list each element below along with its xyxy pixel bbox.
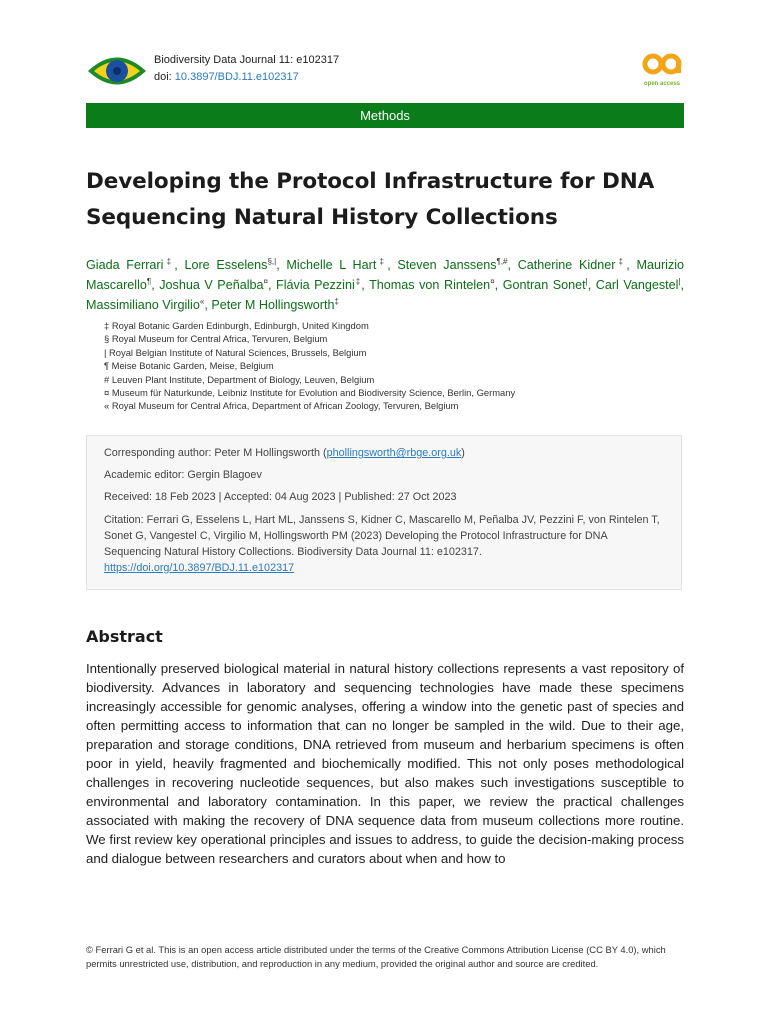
author-name[interactable]: Michelle L Hart bbox=[286, 258, 377, 272]
author-affiliation-marker: ‡ bbox=[354, 276, 362, 286]
journal-citation-line: Biodiversity Data Journal 11: e102317 bbox=[154, 54, 340, 66]
author-affiliation-marker: §,| bbox=[267, 256, 277, 266]
corresponding-email-link[interactable]: phollingsworth@rbge.org.uk bbox=[326, 447, 462, 459]
author-name[interactable]: Flávia Pezzini bbox=[276, 278, 355, 292]
open-access-badge bbox=[640, 50, 684, 88]
author-affiliation-marker: ¶,# bbox=[496, 256, 508, 266]
author-name[interactable]: Lore Esselens bbox=[184, 258, 268, 272]
author-name[interactable]: Maurizio Mascarello bbox=[86, 258, 685, 292]
author-name[interactable]: Steven Janssens bbox=[397, 258, 497, 272]
author-affiliation-marker: ‡ bbox=[615, 256, 627, 266]
journal-info bbox=[154, 52, 339, 86]
academic-editor: Academic editor: Gergin Blagoev bbox=[104, 469, 262, 481]
affiliation-item: | Royal Belgian Institute of Natural Sciences, Brussels, Belgium bbox=[104, 346, 367, 358]
corresponding-author-label: Corresponding author: Peter M Hollingsworth ( bbox=[104, 447, 327, 459]
doi-label: doi: bbox=[154, 71, 175, 83]
author-affiliation-marker: ¶ bbox=[146, 276, 152, 286]
corresponding-author-close: ) bbox=[461, 447, 465, 459]
author-affiliation-marker: | bbox=[678, 276, 681, 286]
author-name[interactable]: Peter M Hollingsworth bbox=[211, 298, 335, 312]
author-affiliation-marker: « bbox=[199, 296, 205, 306]
open-access-icon bbox=[642, 50, 682, 78]
author-name[interactable]: Carl Vangestel bbox=[595, 278, 679, 292]
article-title: Developing the Protocol Infrastructure for DNA Sequencing Natural History Collections bbox=[86, 169, 655, 230]
citation bbox=[104, 512, 665, 576]
author-affiliation-marker: ¤ bbox=[263, 276, 268, 286]
author-name[interactable]: Thomas von Rintelen bbox=[369, 278, 491, 292]
author-list: Giada Ferrari‡, Lore Esselens§,|, Michelle L Hart‡, Steven Janssens¶,#, Catherine Kidner‡, Maurizio Mascarello¶, Joshua V Peñalba¤, Flávia Pezzini‡, Thomas von Rintelen¤, Gontran Sonet|, Carl Vangestel|, Massimiliano Virgilio«, Peter M Hollingsworth‡ bbox=[86, 256, 685, 312]
author-affiliation-marker: ‡ bbox=[376, 256, 388, 266]
author-name[interactable]: Massimiliano Virgilio bbox=[86, 298, 200, 312]
citation-text: Citation: Ferrari G, Esselens L, Hart ML, Janssens S, Kidner C, Mascarello M, Peñalba JV, Pezzini F, von Rintelen T, Sonet G, Vangestel C, Virgilio M, Hollingsworth PM (2023) Developing the Protocol Infrastructure for DNA Sequencing Natural History Collections. Biodiversity Data Journal 11: e102317. bbox=[104, 514, 660, 558]
corresponding-author bbox=[104, 446, 665, 461]
affiliation-list bbox=[104, 319, 515, 413]
author-affiliation-marker: ‡ bbox=[163, 256, 175, 266]
affiliation-item: ¤ Museum für Naturkunde, Leibniz Institute for Evolution and Biodiversity Science, Berlin, Germany bbox=[104, 387, 516, 399]
doi-link[interactable]: 10.3897/BDJ.11.e102317 bbox=[174, 71, 299, 83]
citation-doi-link[interactable]: https://doi.org/10.3897/BDJ.11.e102317 bbox=[104, 562, 295, 574]
open-access-label: open access bbox=[643, 81, 681, 87]
author-name[interactable]: Joshua V Peñalba bbox=[159, 278, 264, 292]
bdj-eye-logo-icon bbox=[86, 50, 148, 92]
doi-line bbox=[154, 69, 339, 86]
author-affiliation-marker: ‡ bbox=[334, 296, 339, 306]
abstract-text: Intentionally preserved biological material in natural history collections represents a vast repository of biodiversity. Advances in laboratory and sequencing technologies have made these specimens increasingly accessible for genomic analyses, offering a window into the genetic past of species and often permitting access to information that can no longer be sampled in the wild. Due to their age, preparation and storage conditions, DNA retrieved from museum and herbarium specimens is often poor in yield, heavily fragmented and biochemically modified. This not only poses methodological challenges in recovering nucleotide sequences, but also makes such investigations susceptible to environmental and laboratory contamination. In this paper, we review the practical challenges associated with making the recovery of DNA sequence data from museum collections more routine. We first review key operational principles and issues to address, to guide the decision-making process and dialogue between researchers and curators about when and how to bbox=[86, 661, 684, 866]
author-affiliation-marker: | bbox=[585, 276, 588, 286]
author-name[interactable]: Catherine Kidner bbox=[517, 258, 616, 272]
author-name[interactable]: Gontran Sonet bbox=[502, 278, 586, 292]
affiliation-item: ‡ Royal Botanic Garden Edinburgh, Edinburgh, United Kingdom bbox=[104, 320, 369, 331]
affiliation-item: « Royal Museum for Central Africa, Department of African Zoology, Tervuren, Belgium bbox=[104, 400, 459, 412]
affiliation-item: # Leuven Plant Institute, Department of Biology, Leuven, Belgium bbox=[104, 373, 375, 385]
journal-header bbox=[86, 48, 684, 94]
abstract-heading: Abstract bbox=[86, 627, 163, 646]
publication-dates: Received: 18 Feb 2023 | Accepted: 04 Aug 2023 | Published: 27 Oct 2023 bbox=[104, 491, 457, 503]
affiliation-item: ¶ Meise Botanic Garden, Meise, Belgium bbox=[104, 360, 274, 372]
author-name[interactable]: Giada Ferrari bbox=[86, 258, 164, 272]
license-footer: © Ferrari G et al. This is an open access article distributed under the terms of the Creative Commons Attribution License (CC BY 4.0), which permits unrestricted use, distribution, and reproduction in any medium, provided the original author and source are credited. bbox=[86, 944, 666, 969]
author-affiliation-marker: ¤ bbox=[490, 276, 495, 286]
affiliation-item: § Royal Museum for Central Africa, Tervuren, Belgium bbox=[104, 333, 328, 345]
article-info-box bbox=[86, 435, 682, 590]
section-type-bar: Methods bbox=[86, 103, 684, 128]
